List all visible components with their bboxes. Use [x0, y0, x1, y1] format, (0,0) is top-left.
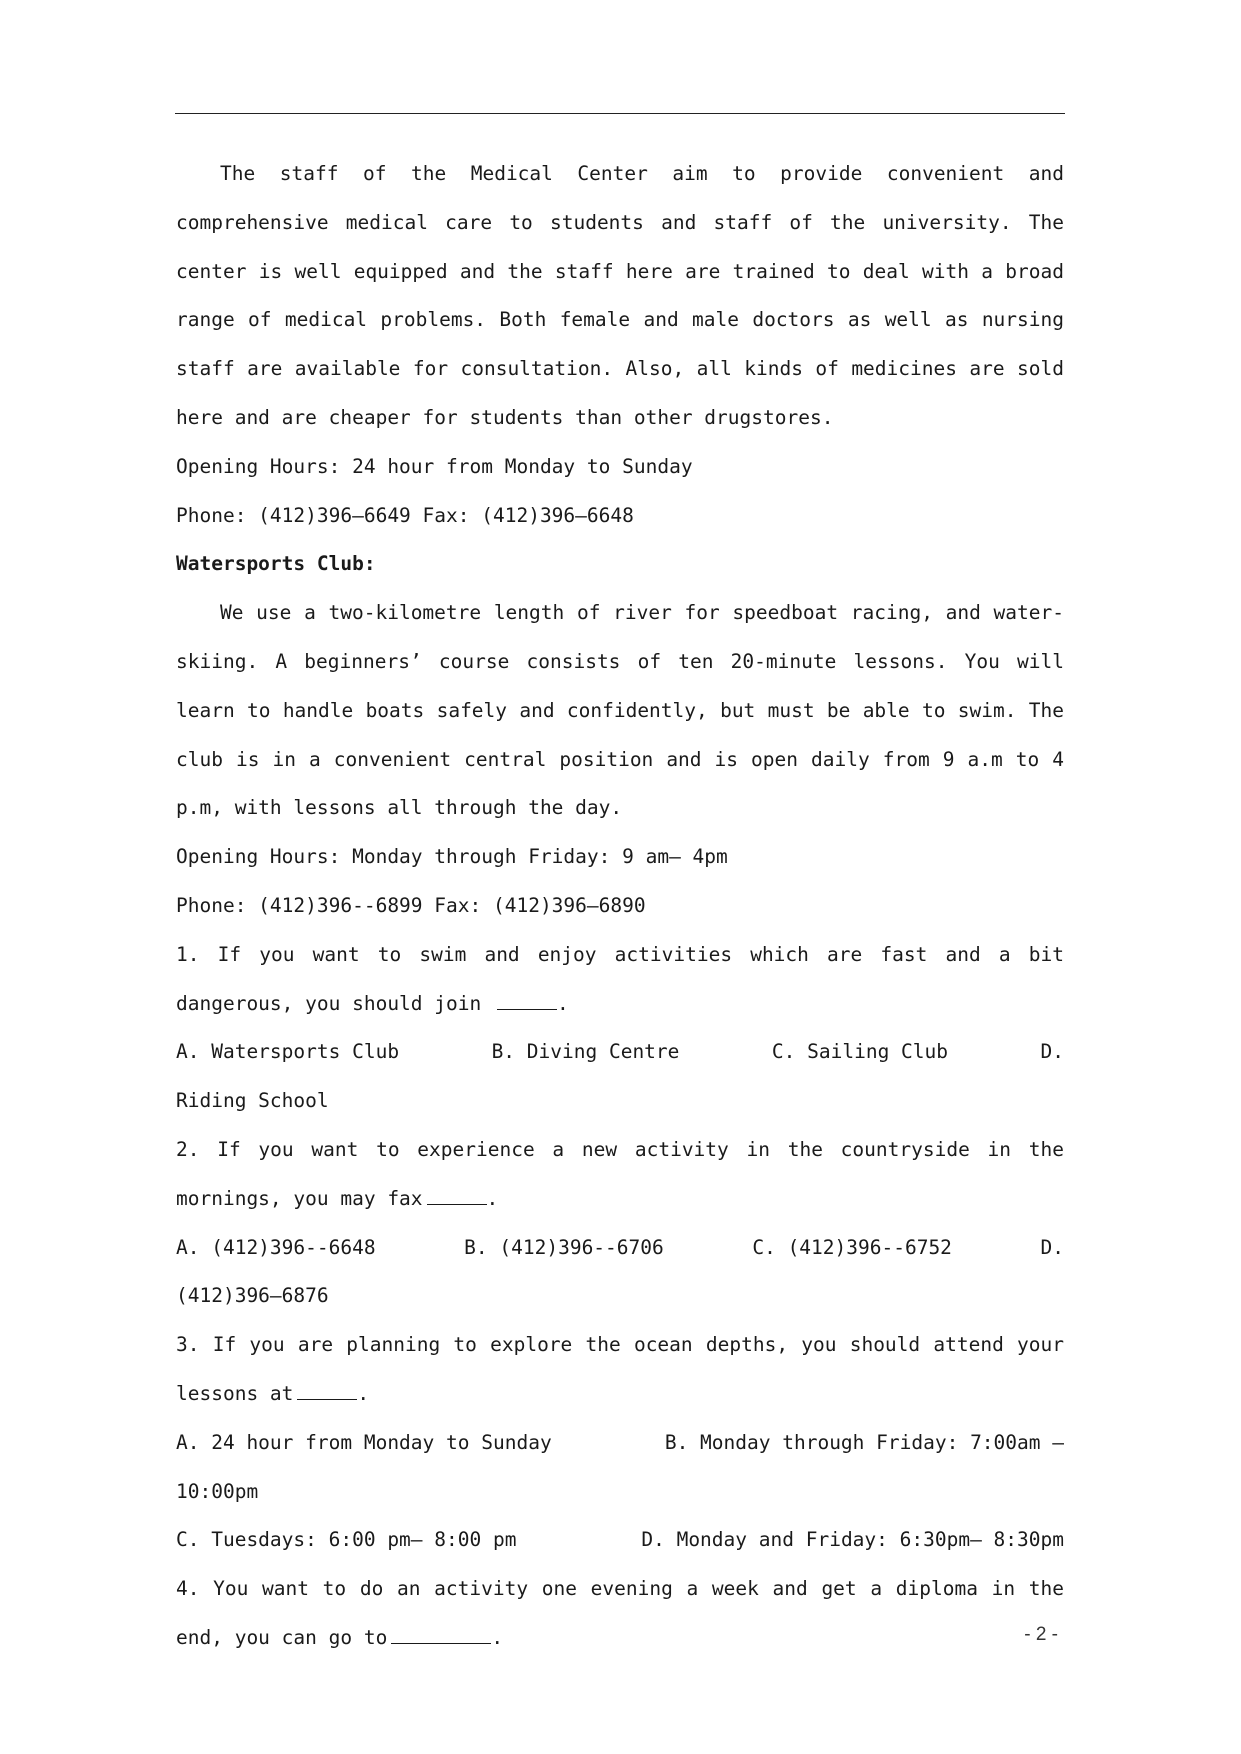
- answer-blank: [427, 1183, 487, 1204]
- option-a: A. 24 hour from Monday to Sunday: [176, 1430, 552, 1454]
- question-1-end: .: [557, 991, 569, 1015]
- page-number: - 2 -: [1024, 1624, 1058, 1645]
- question-1-options: [176, 1028, 1064, 1077]
- option-d: D.: [1040, 1235, 1064, 1259]
- option-a: A. (412)396--6648: [176, 1235, 376, 1259]
- option-d-text: Riding School: [176, 1089, 329, 1113]
- option-c: C. (412)396--6752: [752, 1235, 952, 1259]
- answer-blank: [391, 1622, 491, 1643]
- header-rule: [175, 113, 1065, 114]
- option-c: C. Tuesdays: 6:00 pm— 8:00 pm: [176, 1528, 517, 1552]
- question-3-options-row-1: [176, 1419, 1064, 1468]
- option-b: B. Monday through Friday: 7:00am —: [664, 1430, 1064, 1454]
- option-b: B. (412)396--6706: [464, 1235, 664, 1259]
- watersports-phone: Phone: (412)396--6899 Fax: (412)396—6890: [176, 893, 646, 917]
- question-1: [176, 931, 1064, 1029]
- option-a: A. Watersports Club: [176, 1040, 400, 1064]
- question-4: [176, 1565, 1064, 1663]
- option-d-text: (412)396—6876: [176, 1284, 329, 1308]
- question-3-stem: 3. If you are planning to explore the ocean depths, you should attend your lessons at: [176, 1333, 1064, 1405]
- answer-blank: [497, 988, 557, 1009]
- watersports-heading: Watersports Club:: [176, 552, 376, 576]
- option-d: D. Monday and Friday: 6:30pm— 8:30pm: [641, 1528, 1064, 1552]
- option-c: C. Sailing Club: [771, 1040, 949, 1064]
- question-2-end: .: [486, 1186, 499, 1210]
- question-2-options: [176, 1224, 1064, 1273]
- option-d: D.: [1040, 1040, 1064, 1064]
- watersports-hours: Opening Hours: Monday through Friday: 9 am— 4pm: [176, 845, 728, 869]
- answer-blank: [297, 1378, 357, 1399]
- medical-hours: Opening Hours: 24 hour from Monday to Sunday: [176, 454, 693, 478]
- medical-phone: Phone: (412)396—6649 Fax: (412)396—6648: [176, 503, 634, 527]
- question-4-stem: 4. You want to do an activity one evening a week and get a diploma in the end, you can go to: [176, 1577, 1064, 1649]
- question-3: [176, 1321, 1064, 1419]
- question-1-stem: 1. If you want to swim and enjoy activities which are fast and a bit dangerous, you should join: [176, 942, 1064, 1015]
- document-body: [176, 150, 1064, 1663]
- question-2: [176, 1126, 1064, 1224]
- question-3-options-row-2: [176, 1516, 1064, 1565]
- watersports-paragraph: We use a two-kilometre length of river for speedboat racing, and water-skiing. A beginners’ course consists of ten 20-minute lessons. You will learn to handle boats safely and confidently, but must be able to swim. The club is in a convenient central position and is open daily from 9 a.m to 4 p.m, with lessons all through the day.: [176, 601, 1064, 820]
- option-b: B. Diving Centre: [491, 1040, 680, 1064]
- option-b-continued: 10:00pm: [176, 1479, 259, 1503]
- medical-paragraph: The staff of the Medical Center aim to provide convenient and comprehensive medical care to students and staff of the university. The center is well equipped and the staff here are trained to deal with a broad range of medical problems. Both female and male doctors as well as nursing staff are available for consultation. Also, all kinds of medicines are sold here and are cheaper for students than other drugstores.: [176, 162, 1064, 429]
- question-4-end: .: [491, 1625, 504, 1649]
- question-2-stem: 2. If you want to experience a new activity in the countryside in the mornings, you may fax: [176, 1137, 1064, 1210]
- question-3-end: .: [357, 1381, 370, 1405]
